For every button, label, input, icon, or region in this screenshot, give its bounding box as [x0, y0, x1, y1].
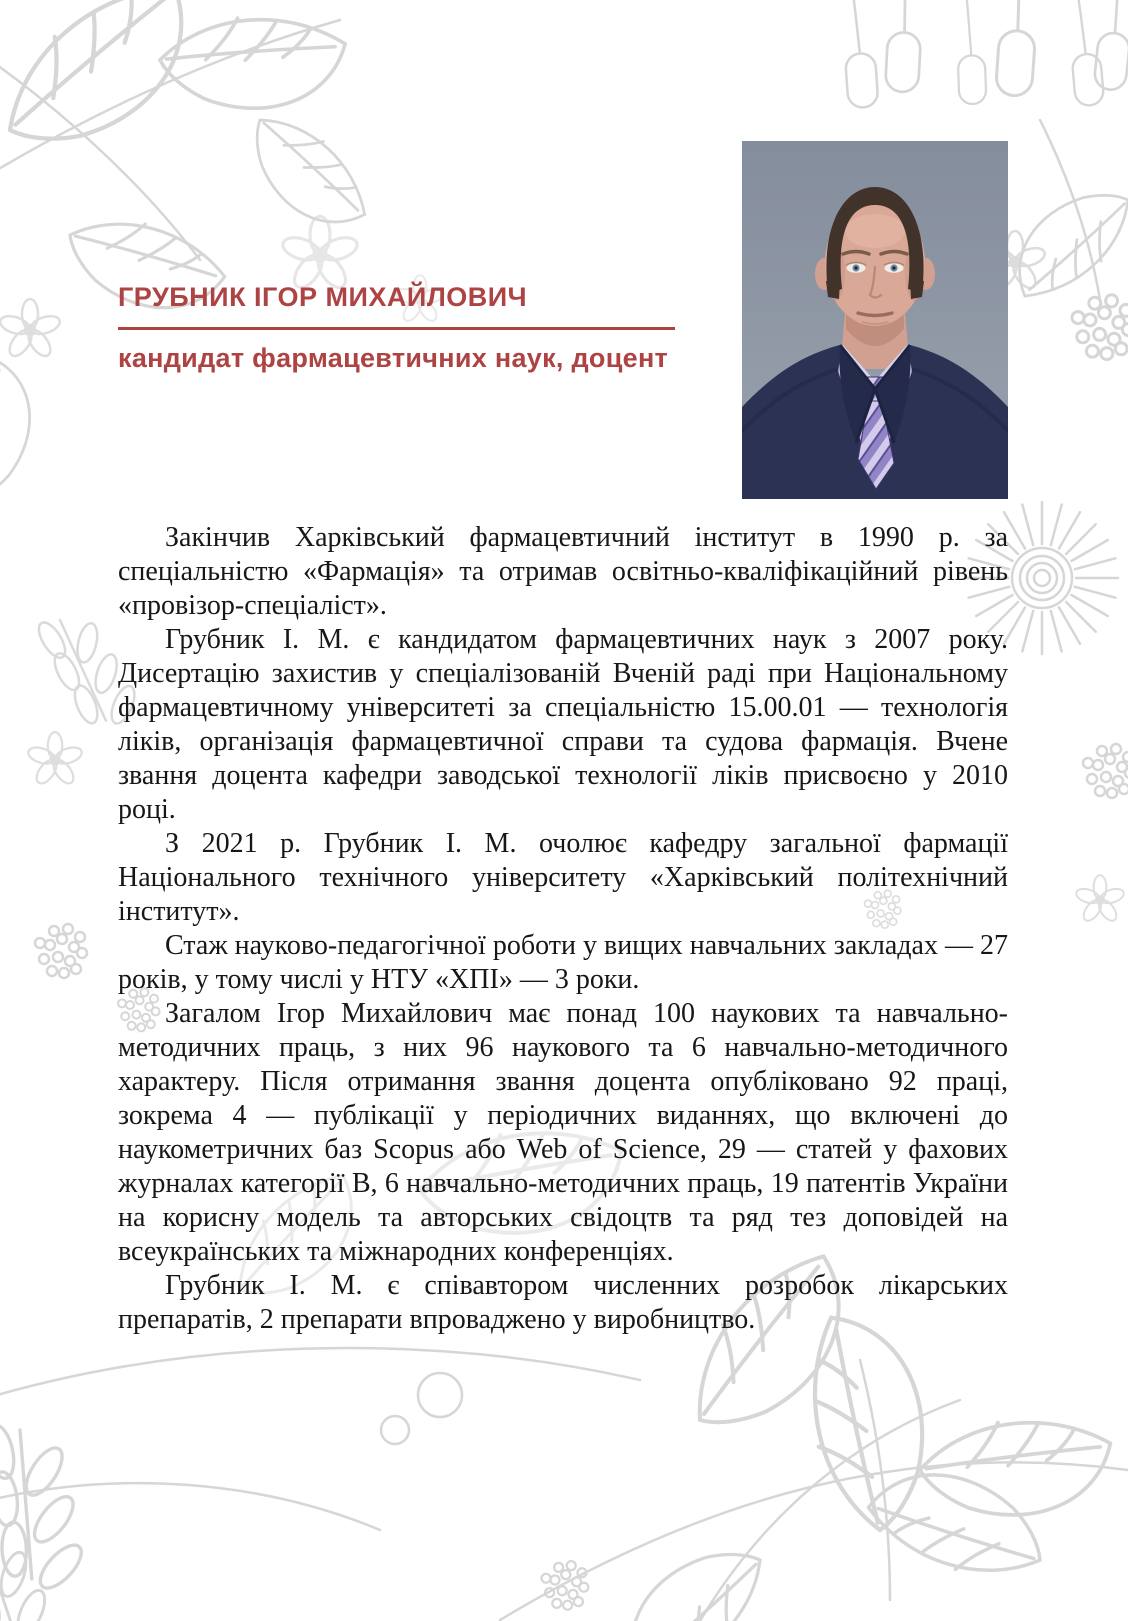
portrait-illustration: [742, 141, 1008, 499]
bio-paragraph-phd: Грубник І. М. є кандидатом фармацевтичних наук з 2007 року. Дисертацію захистив у спеціалізованій Вченій раді при Національному фармацевтичному університеті за спеціальністю 15.00.01 — технологія ліків, організація фармацевтичної справи та судова фармація. Вчене звання доцента кафедри заводської технології ліків присвоєно у 2010 році.: [118, 624, 1008, 825]
bio-paragraph-education: Закінчив Харківський фармацевтичний інститут в 1990 р. за спеціальністю «Фармація» та отримав освітньо-кваліфікаційний рівень «провізор-спеціаліст».: [118, 522, 1008, 621]
portrait-photo: [742, 141, 1008, 499]
bio-paragraph-department-head: З 2021 р. Грубник І. М. очолює кафедру загальної фармації Національного технічного університету «Харківський політехнічний інститут».: [118, 828, 1008, 927]
page-title: ГРУБНИК ІГОР МИХАЙЛОВИЧ: [118, 282, 528, 312]
biography-text: [118, 521, 1008, 1337]
bio-paragraph-experience: Стаж науково-педагогічної роботи у вищих навчальних закладах — 27 років, у тому числі у НТУ «ХПІ» — 3 роки.: [118, 930, 1008, 995]
bio-paragraph-publications: Загалом Ігор Михайлович має понад 100 наукових та навчально-методичних праць, з них 96 наукового та 6 навчально-методичного характеру. Після отримання звання доцента опубліковано 92 праці, зокрема 4 — публікації у періодичних виданнях, що включені до наукометричних баз Scopus або Web of Science, 29 — статей у фахових журналах категорії В, 6 навчально-методичних праць, 19 патентів України на корисну модель та авторських свідоцтв та ряд тез доповідей на всеукраїнських та міжнародних конференціях.: [118, 998, 1008, 1267]
title-underline: [118, 327, 675, 330]
profile-header: [118, 282, 718, 374]
bio-paragraph-drug-development: Грубник І. М. є співавтором численних розробок лікарських препаратів, 2 препарати впроваджено у виробництво.: [118, 1270, 1008, 1335]
page-subtitle: кандидат фармацевтичних наук, доцент: [118, 343, 669, 373]
